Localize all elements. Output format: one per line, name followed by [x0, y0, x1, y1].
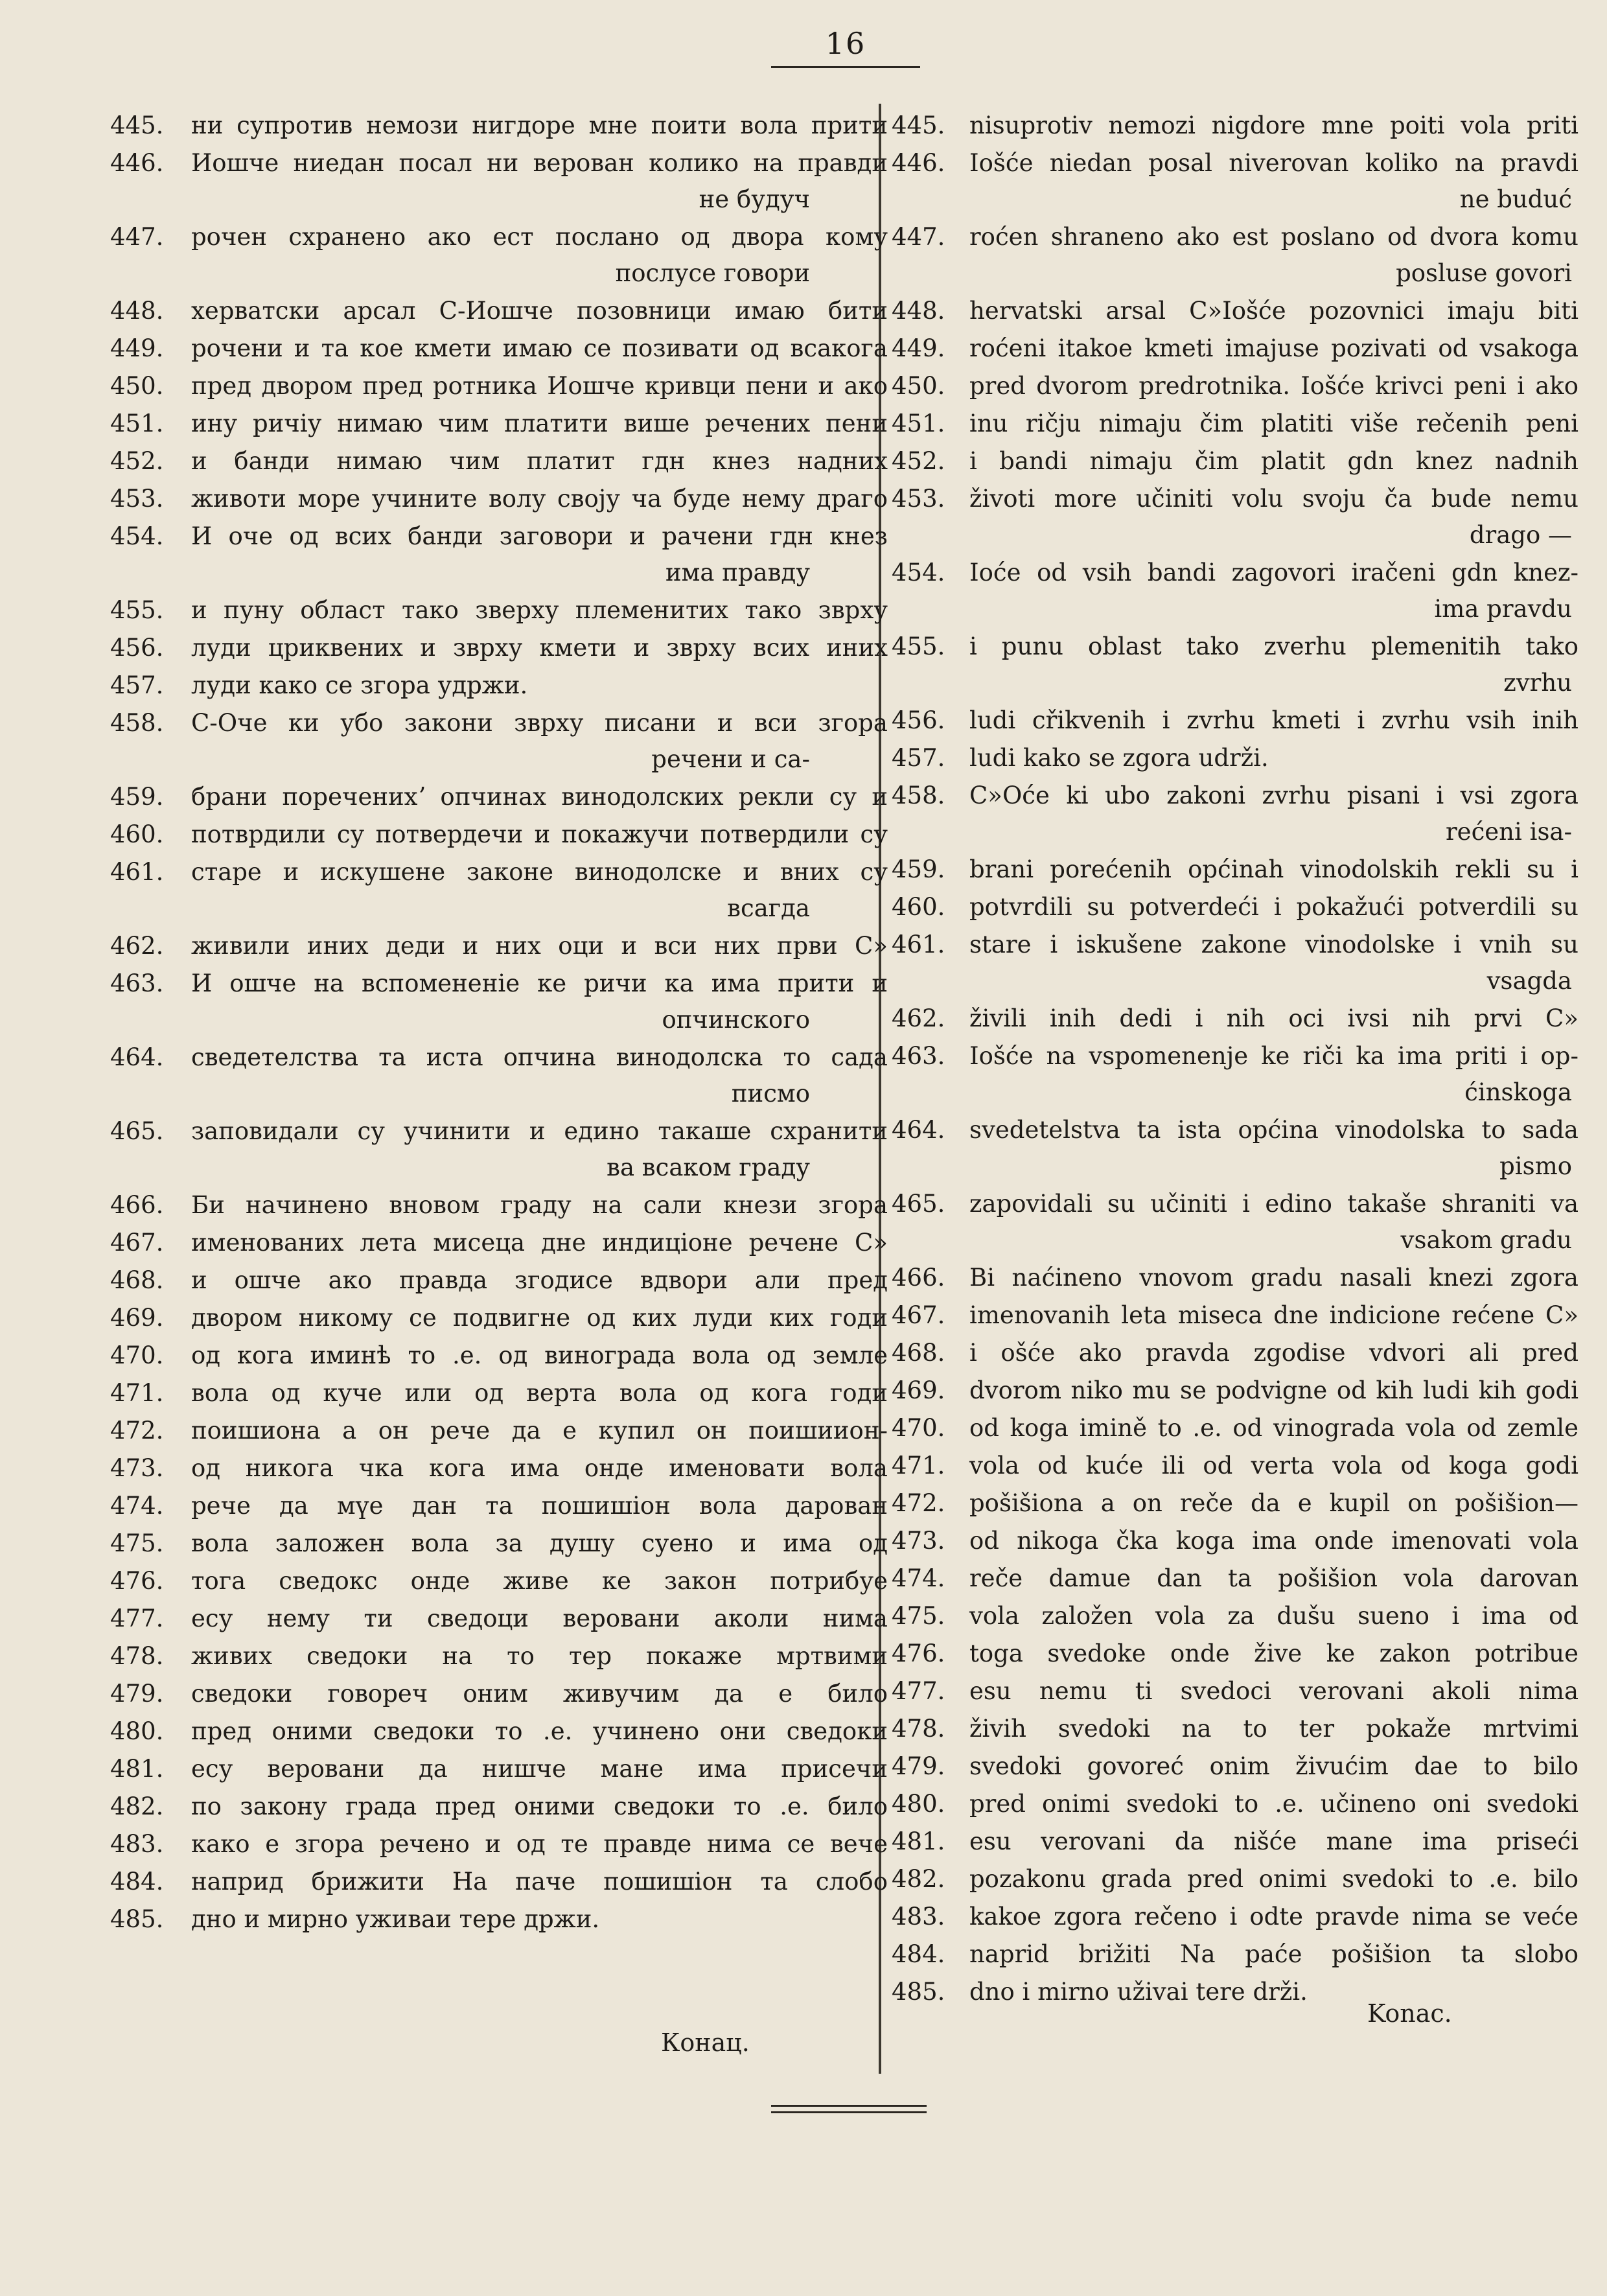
verse-number: 476. [110, 1567, 164, 1595]
verse-line [892, 292, 1578, 330]
verse-text: naprid brižiti Na paće pošišion ta slobo [969, 1940, 1578, 1968]
verse-text: ludi cřikvenih i zvrhu kmeti i zvrhu vsih inih [969, 706, 1578, 734]
verse-line [892, 1973, 1578, 2011]
latin-column [892, 107, 1578, 2011]
verse-number: 462. [892, 1004, 945, 1032]
verse-number: 456. [110, 634, 164, 662]
verse-line [892, 480, 1578, 554]
verse-line [892, 1673, 1578, 1710]
verse-text: и пуну област тако зверху племенитих тако зврху [191, 596, 888, 624]
verse-text: И оче од всих банди заговори и рачени гдн кнез [191, 522, 888, 550]
verse-number: 472. [892, 1489, 945, 1517]
verse-text: vola od kuće ili od verta vola od koga godi [969, 1452, 1578, 1479]
verse-number: 477. [892, 1677, 945, 1705]
verse-line [110, 592, 888, 629]
verse-number: 449. [892, 334, 945, 362]
verse-line [892, 739, 1578, 777]
verse-text: od koga imině to .e. od vinograda vola od zemle [969, 1414, 1578, 1442]
verse-text: пред двором пред ротника Иошче кривци пени и ако [191, 372, 888, 400]
verse-text: како е згора речено и од те правде нима се вече [191, 1830, 888, 1858]
verse-number: 473. [892, 1527, 945, 1555]
verse-number: 472. [110, 1417, 164, 1444]
verse-continuation: vsagda [1486, 967, 1572, 995]
verse-line [110, 1450, 888, 1487]
verse-text: živili inih dedi i nih oci ivsi nih prvi C» [969, 1004, 1578, 1032]
verse-number: 445. [110, 111, 164, 139]
verse-text: dvorom niko mu se podvigne od kih ludi kih godi [969, 1376, 1578, 1404]
verse-text: и банди нимаю чим платит гдн кнез надних [191, 447, 888, 475]
verse-number: 479. [892, 1752, 945, 1780]
verse-text: esu verovani da nišće mane ima priseći [969, 1827, 1578, 1855]
verse-text: ludi kako se zgora udrži. [969, 744, 1269, 772]
verse-text: pred dvorom predrotnika. Iošće krivci peni i ako [969, 372, 1578, 400]
verse-text: toga svedoke onde žive ke zakon potribue [969, 1640, 1578, 1667]
verse-text: svedoki govoreć onim živućim dae to bilo [969, 1752, 1578, 1780]
verse-line [110, 480, 888, 518]
verse-number: 455. [892, 632, 945, 660]
verse-text: заповидали су учинити и едино такаше схранити [191, 1117, 888, 1145]
verse-number: 463. [110, 969, 164, 997]
verse-number: 456. [892, 706, 945, 734]
verse-line [892, 1748, 1578, 1785]
verse-text: вола од куче или од верта вола од кога годи [191, 1379, 888, 1407]
verse-line [110, 1337, 888, 1374]
verse-number: 464. [892, 1116, 945, 1144]
verse-number: 458. [110, 709, 164, 737]
verse-continuation: ćinskoga [1464, 1078, 1572, 1106]
verse-number: 468. [892, 1339, 945, 1367]
verse-line [110, 1525, 888, 1562]
verse-line [892, 1111, 1578, 1185]
verse-line [892, 405, 1578, 443]
verse-line [110, 1187, 888, 1224]
verse-number: 458. [892, 782, 945, 809]
verse-number: 480. [110, 1717, 164, 1745]
verse-line [110, 405, 888, 443]
verse-number: 470. [110, 1341, 164, 1369]
verse-text: рече да мүе дан та пошишіон вола дарован [191, 1492, 888, 1520]
bottom-rule-bottom [771, 2111, 927, 2113]
verse-number: 466. [110, 1191, 164, 1219]
verse-text: рочени и та кое кмети имаю се позивати од всакога [191, 334, 888, 362]
verse-line [892, 1898, 1578, 1936]
verse-number: 474. [892, 1564, 945, 1592]
verse-line [892, 554, 1578, 628]
verse-line [110, 1562, 888, 1600]
verse-number: 470. [892, 1414, 945, 1442]
verse-text: Ioće od vsih bandi zagovori iračeni gdn knez- [969, 559, 1578, 586]
verse-line [892, 1823, 1578, 1861]
verse-number: 459. [110, 783, 164, 811]
verse-line [892, 1372, 1578, 1409]
verse-number: 452. [892, 447, 945, 475]
end-mark-latin: Konac. [1367, 1999, 1452, 2028]
verse-line [110, 1826, 888, 1863]
verse-text: i punu oblast tako zverhu plemenitih tako [969, 632, 1578, 660]
verse-number: 483. [892, 1903, 945, 1931]
verse-line [110, 965, 888, 1039]
verse-line [892, 1522, 1578, 1560]
verse-line [892, 218, 1578, 292]
verse-number: 464. [110, 1043, 164, 1071]
verse-text: Iošće na vspomenenje ke riči ka ima priti i op- [969, 1042, 1578, 1070]
verse-continuation: zvrhu [1503, 669, 1572, 697]
verse-number: 484. [110, 1868, 164, 1896]
verse-text: pošišiona a on reče da e kupil on pošišion— [969, 1489, 1578, 1517]
verse-line [892, 1038, 1578, 1111]
verse-text: старе и искушене законе винодолске и вних су [191, 858, 888, 886]
verse-line [892, 367, 1578, 405]
bottom-rule-top [771, 2105, 927, 2107]
verse-text: И ошче на вспомененіе ке ричи ка има прити и [191, 969, 888, 997]
verse-number: 471. [892, 1452, 945, 1479]
verse-line [892, 888, 1578, 926]
verse-number: 467. [110, 1229, 164, 1257]
verse-text: тога сведокс онде живе ке закон потрибуе [191, 1567, 888, 1595]
verse-text: potvrdili su potverdeći i pokažući potverdili su [969, 893, 1578, 921]
verse-line [110, 218, 888, 292]
verse-line [892, 1485, 1578, 1522]
verse-line [892, 1710, 1578, 1748]
verse-line [110, 927, 888, 965]
verse-number: 461. [892, 931, 945, 958]
verse-line [110, 1224, 888, 1262]
verse-number: 479. [110, 1680, 164, 1708]
verse-number: 450. [892, 372, 945, 400]
verse-number: 480. [892, 1790, 945, 1818]
verse-continuation: ва всаком граду [607, 1154, 810, 1181]
verse-number: 476. [892, 1640, 945, 1667]
verse-continuation: rećeni isa- [1445, 818, 1572, 846]
verse-text: рочен схранено ако ест послано од двора кому [191, 223, 888, 251]
verse-number: 457. [110, 671, 164, 699]
verse-text: Иошче ниедан посал ни верован колико на правди [191, 149, 888, 177]
verse-text: од кога иминѣ то .е. од винограда вола од земле [191, 1341, 888, 1369]
verse-text: imenovanih leta miseca dne indicione rećene C» [969, 1301, 1578, 1329]
verse-text: hervatski arsal C»Iošće pozovnici imaju biti [969, 297, 1578, 325]
verse-continuation: речени и са- [651, 745, 810, 773]
verse-text: od nikoga čka koga ima onde imenovati vola [969, 1527, 1578, 1555]
verse-text: Iošće niedan posal niverovan koliko na pravdi [969, 149, 1578, 177]
verse-text: C»Oće ki ubo zakoni zvrhu pisani i vsi zgora [969, 782, 1578, 809]
verse-number: 463. [892, 1042, 945, 1070]
verse-number: 448. [110, 297, 164, 325]
verse-text: и ошче ако правда згодисе вдвори али пред [191, 1266, 888, 1294]
verse-number: 473. [110, 1454, 164, 1482]
verse-line [892, 1185, 1578, 1259]
verse-number: 481. [110, 1755, 164, 1783]
verse-continuation: има правду [665, 559, 810, 586]
verse-number: 469. [892, 1376, 945, 1404]
verse-line [110, 443, 888, 480]
verse-text: поишиона а он рече да е купил он поишиион- [191, 1417, 888, 1444]
verse-text: vola založen vola za dušu sueno i ima od [969, 1602, 1578, 1630]
verse-line [110, 1487, 888, 1525]
verse-number: 466. [892, 1264, 945, 1292]
verse-number: 461. [110, 858, 164, 886]
verse-text: živih svedoki na to ter pokaže mrtvimi [969, 1715, 1578, 1743]
verse-text: ину ричіу нимаю чим платити више речених пени [191, 410, 888, 437]
verse-line [892, 1297, 1578, 1334]
cyrillic-column [110, 107, 888, 1938]
verse-number: 445. [892, 111, 945, 139]
verse-line [110, 1638, 888, 1675]
verse-line [892, 1560, 1578, 1597]
verse-number: 477. [110, 1605, 164, 1632]
verse-line [110, 1675, 888, 1713]
verse-number: 469. [110, 1304, 164, 1332]
verse-line [110, 1262, 888, 1299]
verse-line [110, 1039, 888, 1113]
verse-text: дно и мирно уживаи тере држи. [191, 1905, 600, 1933]
verse-text: двором никому се подвигне од ких луди ких годи [191, 1304, 888, 1332]
verse-number: 460. [892, 893, 945, 921]
verse-text: roćen shraneno ako est poslano od dvora komu [969, 223, 1578, 251]
verse-number: 447. [892, 223, 945, 251]
verse-number: 446. [892, 149, 945, 177]
verse-number: 481. [892, 1827, 945, 1855]
verse-continuation: posluse govori [1396, 259, 1572, 287]
verse-number: 453. [892, 485, 945, 513]
verse-text: наприд брижити На паче пошишіон та слобо [191, 1868, 888, 1896]
verse-number: 474. [110, 1492, 164, 1520]
verse-number: 457. [892, 744, 945, 772]
verse-number: 450. [110, 372, 164, 400]
verse-continuation: послусе говори [615, 259, 810, 287]
verse-line [110, 1713, 888, 1750]
verse-line [892, 1447, 1578, 1485]
verse-text: вола заложен вола за душу суено и има од [191, 1529, 888, 1557]
verse-text: nisuprotiv nemozi nigdore mne poiti vola priti [969, 111, 1578, 139]
verse-continuation: не будуч [699, 185, 810, 213]
verse-text: pozakonu grada pred onimi svedoki to .e. bilo [969, 1865, 1578, 1893]
verse-number: 482. [110, 1792, 164, 1820]
verse-line [892, 1861, 1578, 1898]
verse-text: брани пореченихʼ опчинах винодолских рекли су и [191, 783, 888, 811]
verse-text: сведетелства та иста опчина винодолска то сада [191, 1043, 888, 1071]
verse-text: Bi naćineno vnovom gradu nasali knezi zgora [969, 1264, 1578, 1292]
verse-continuation: vsakom gradu [1400, 1226, 1572, 1254]
verse-number: 478. [110, 1642, 164, 1670]
verse-number: 454. [892, 559, 945, 586]
verse-text: životi more učiniti volu svoju ča bude nemu [969, 485, 1578, 513]
verse-line [892, 1409, 1578, 1447]
verse-line [892, 1635, 1578, 1673]
verse-number: 483. [110, 1830, 164, 1858]
verse-line [892, 107, 1578, 145]
verse-line [110, 367, 888, 405]
verse-text: потврдили су потвердечи и покажучи потвердили су [191, 820, 888, 848]
verse-text: С-Оче ки убо закони зврху писани и вси згора [191, 709, 888, 737]
verse-number: 448. [892, 297, 945, 325]
verse-line [110, 816, 888, 853]
verse-text: svedetelstva ta ista općina vinodolska to sada [969, 1116, 1578, 1144]
verse-number: 452. [110, 447, 164, 475]
verse-line [892, 330, 1578, 367]
verse-line [892, 1936, 1578, 1973]
verse-line [110, 629, 888, 667]
verse-line [110, 330, 888, 367]
verse-line [110, 704, 888, 778]
verse-text: луди како се згора удржи. [191, 671, 528, 699]
verse-line [892, 777, 1578, 851]
verse-text: reče damue dan ta pošišion vola darovan [969, 1564, 1578, 1592]
verse-number: 471. [110, 1379, 164, 1407]
verse-line [110, 518, 888, 592]
verse-line [110, 1412, 888, 1450]
verse-line [110, 292, 888, 330]
verse-line [110, 107, 888, 145]
verse-number: 455. [110, 596, 164, 624]
verse-text: есу веровани да нишче мане има присечи [191, 1755, 888, 1783]
verse-number: 460. [110, 820, 164, 848]
verse-continuation: drago — [1469, 521, 1572, 549]
verse-continuation: ne buduć [1459, 185, 1572, 213]
verse-line [110, 853, 888, 927]
verse-text: луди цриквених и зврху кмети и зврху всих иних [191, 634, 888, 662]
verse-continuation: pismo [1499, 1152, 1572, 1180]
verse-line [110, 1113, 888, 1187]
verse-number: 447. [110, 223, 164, 251]
verse-number: 449. [110, 334, 164, 362]
verse-line [892, 851, 1578, 888]
verse-text: dno i mirno uživai tere drži. [969, 1978, 1308, 2006]
verse-text: по закону града пред оними сведоки то .е. било [191, 1792, 888, 1820]
verse-number: 468. [110, 1266, 164, 1294]
verse-number: 465. [110, 1117, 164, 1145]
verse-line [892, 926, 1578, 1000]
verse-continuation: всагда [727, 894, 810, 922]
verse-text: есу нему ти сведоци веровани аколи нима [191, 1605, 888, 1632]
verse-text: од никога чка кога има онде именовати вола [191, 1454, 888, 1482]
verse-text: inu ričju nimaju čim platiti više rečenih peni [969, 410, 1578, 437]
verse-continuation: ima pravdu [1434, 595, 1572, 623]
verse-line [892, 1597, 1578, 1635]
verse-line [110, 1374, 888, 1412]
verse-line [110, 1299, 888, 1337]
verse-number: 485. [892, 1978, 945, 2006]
verse-number: 459. [892, 855, 945, 883]
verse-continuation: опчинского [662, 1006, 810, 1034]
verse-line [892, 443, 1578, 480]
verse-text: именованих лета мисеца дне индиціоне речене С» [191, 1229, 888, 1257]
verse-text: пред оними сведоки то .е. учинено они сведоки [191, 1717, 888, 1745]
verse-text: ни супротив немози нигдоре мне поити вола прити [191, 111, 888, 139]
verse-line [892, 1000, 1578, 1038]
verse-text: stare i iskušene zakone vinodolske i vnih su [969, 931, 1578, 958]
verse-line [892, 145, 1578, 218]
verse-text: живили иних деди и них оци и вси них први С» [191, 932, 888, 960]
verse-line [110, 778, 888, 816]
verse-text: i bandi nimaju čim platit gdn knez nadnih [969, 447, 1578, 475]
verse-text: kakoe zgora rečeno i odte pravde nima se veće [969, 1903, 1578, 1931]
page-number: 16 [771, 26, 920, 68]
end-mark-cyrillic: Конац. [661, 2028, 750, 2057]
verse-text: i ošće ako pravda zgodise vdvori ali pred [969, 1339, 1578, 1367]
verse-text: roćeni itakoe kmeti imajuse pozivati od vsakoga [969, 334, 1578, 362]
verse-line [110, 1600, 888, 1638]
verse-text: esu nemu ti svedoci verovani akoli nima [969, 1677, 1578, 1705]
verse-text: сведоки говореч оним живучим да е било [191, 1680, 888, 1708]
verse-text: живих сведоки на то тер покаже мртвими [191, 1642, 888, 1670]
verse-line [892, 628, 1578, 702]
verse-number: 451. [110, 410, 164, 437]
verse-text: zapovidali su učiniti i edino takaše shraniti va [969, 1190, 1578, 1218]
verse-line [110, 145, 888, 218]
verse-number: 475. [892, 1602, 945, 1630]
verse-line [892, 1334, 1578, 1372]
verse-number: 453. [110, 485, 164, 513]
verse-number: 482. [892, 1865, 945, 1893]
verse-text: животи море учините волу своју ча буде нему драго [191, 485, 888, 513]
verse-line [110, 1901, 888, 1938]
verse-line [892, 1785, 1578, 1823]
verse-number: 446. [110, 149, 164, 177]
verse-number: 454. [110, 522, 164, 550]
verse-number: 467. [892, 1301, 945, 1329]
verse-number: 484. [892, 1940, 945, 1968]
verse-line [110, 1750, 888, 1788]
verse-text: brani porećenih općinah vinodolskih rekli su i [969, 855, 1578, 883]
verse-line [892, 702, 1578, 739]
verse-number: 451. [892, 410, 945, 437]
verse-number: 465. [892, 1190, 945, 1218]
verse-line [110, 1788, 888, 1826]
verse-line [892, 1259, 1578, 1297]
verse-number: 462. [110, 932, 164, 960]
verse-text: херватски арсал С-Иошче позовници имаю бити [191, 297, 888, 325]
verse-number: 475. [110, 1529, 164, 1557]
verse-number: 478. [892, 1715, 945, 1743]
verse-line [110, 1863, 888, 1901]
verse-continuation: писмо [731, 1080, 810, 1107]
verse-text: Би начинено вновом граду на сали кнези згора [191, 1191, 888, 1219]
verse-number: 485. [110, 1905, 164, 1933]
verse-line [110, 667, 888, 704]
verse-text: pred onimi svedoki to .e. učineno oni svedoki [969, 1790, 1578, 1818]
